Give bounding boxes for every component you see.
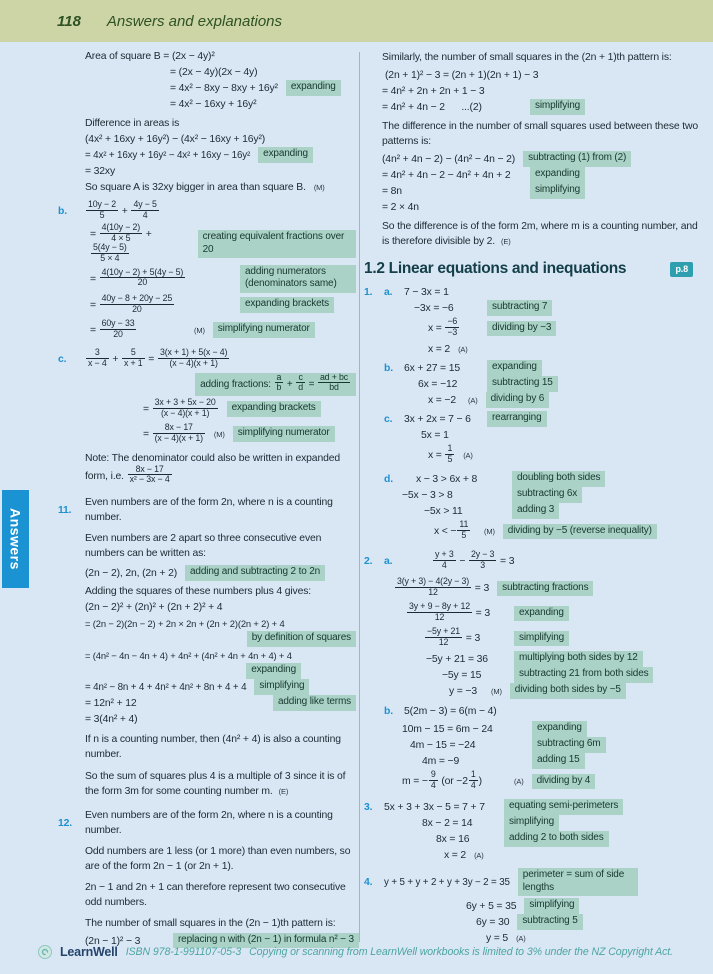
left-column [58,48,356,948]
math-expression: = 3(4n² + 4) [85,713,138,725]
answer-line [58,372,356,397]
math-expression: = $\frac{4(10y - 2) + 5(4y - 5)}{20}$ [90,266,184,288]
fraction: $\frac{40y - 8 + 20y - 25}{20}$ [101,293,173,314]
answer-line [364,683,707,699]
answer-line [364,737,707,753]
item-label: 3. [364,801,373,813]
method-tag: subtracting 6m [532,737,606,753]
math-expression: 3x + 2x = 7 − 6 [404,413,471,425]
method-tag: dividing by 6 [486,392,550,408]
method-tag: creating equivalent fractions over 20 [198,230,356,258]
answer-line [364,914,707,930]
method-tag: adding 2 to both sides [504,831,609,847]
math-expression: $\frac{3}{x - 4}$ + $\frac{5}{x + 1}$ = $\frac{3(x + 1) + 5(x - 4)}{(x - 4)(x + 1)}$ [88,347,228,368]
method-tag: expanding brackets [240,297,334,313]
math-expression: = $\frac{4(10y - 2)}{4 \times 5}$ + $\frac{5(4y - 5)}{5 \times 4}$ [90,222,155,264]
section-number: 1.2 [364,260,385,277]
method-tag: rearranging [487,411,547,427]
math-expression: 7 − 3x = 1 [404,286,449,298]
method-tag: simplifying [524,898,579,914]
math-expression: = 4n² − 8n + 4 + 4n² + 4n² + 8n + 4 + 4 [85,681,247,693]
item-label: c. [58,353,67,365]
answer-line [58,529,356,563]
fraction: $\frac{5}{x + 1}$ [123,347,143,368]
method-tag: expanding [246,663,301,679]
achievement-marker: (A) [516,933,526,943]
fraction: $\frac{y + 3}{4}$ [435,549,454,570]
right-column-top [364,48,707,251]
answer-line [58,163,356,179]
answer-line [58,583,356,599]
answer-line [58,599,356,615]
math-expression: x = −2 [428,394,456,406]
answer-line [58,878,356,912]
item-label: 4. [364,876,373,888]
sub-item-label: d. [384,473,393,485]
answers-tab-label: Answers [7,508,24,570]
method-tag: expanding [530,167,585,183]
fraction: $\frac{3y + 9 - 8y + 12}{12}$ [409,601,470,622]
item-label: 1. [364,286,373,298]
answer-line [58,631,356,647]
achievement-marker: (M) [491,686,502,696]
math-expression: 4m − 15 = −24 [410,739,476,751]
answer-line [58,711,356,727]
method-tag: subtracting fractions [497,581,593,597]
math-expression: (2n + 1)² − 3 = (2n + 1)(2n + 1) − 3 [385,69,539,81]
achievement-marker: (A) [463,451,473,460]
math-expression: 2n − 1 and 2n + 1 can therefore represent two consecutive odd numbers. [85,882,349,909]
method-tag: adding 3 [512,503,559,519]
method-tag: replacing n with (2n − 1) in formula n² − 3 [173,933,359,948]
answer-line [58,96,356,112]
answer-line [364,753,707,769]
math-expression: = 8n [382,185,402,197]
method-tag: expanding [514,606,569,622]
answer-line [58,422,356,447]
sub-item-label: b. [384,705,393,717]
fraction: $\frac{10y - 2}{5}$ [88,199,117,220]
fraction: $\frac{-5y + 21}{12}$ [427,626,461,647]
math-expression: = 4x² − 16xy + 16y² [170,98,257,110]
math-expression: $\frac{3(y + 3) - 4(2y - 3)}{12}$ = 3 [397,576,490,597]
fraction: $\frac{3x + 3 + 5x - 20}{(x - 4)(x + 1)}$ [154,397,216,418]
achievement-marker: (M) [194,325,205,335]
math-expression: 5(2m − 3) = 6(m − 4) [404,705,497,717]
answer-line [364,376,707,392]
answer-line [382,48,707,67]
achievement-marker: (A) [458,344,468,354]
math-expression: $\frac{3y + 9 - 8y + 12}{12}$ = 3 [409,601,490,622]
method-tag: simplifying [504,815,559,831]
answer-line [58,131,356,147]
right-column [362,48,707,948]
math-expression: Even numbers are 2 apart so three consecutive even numbers can be written as: [85,533,324,560]
answer-line [58,663,356,679]
answer-line [58,615,356,631]
math-expression: So the difference is of the form 2m, where m is a counting number, and is therefore divisible by 2. [382,221,701,247]
sub-item-label: a. [384,556,393,567]
fraction: $\frac{1}{5}$ [447,443,453,464]
answer-line [364,487,707,503]
answer-line [364,601,707,626]
math-expression: 4m = −9 [422,755,460,767]
answer-line [382,83,707,99]
achievement-marker: (A) [468,395,478,405]
answer-line [58,199,356,224]
right-column-bottom [364,284,707,946]
answer-line [382,217,707,251]
math-expression: Difference in areas is [85,117,180,129]
achievement-marker: (A) [514,777,524,786]
fraction: $\frac{c}{d}$ [298,371,303,393]
fraction: $\frac{3(x + 1) + 5(x - 4)}{(x - 4)(x + 1)}$ [159,347,228,368]
math-expression: = 4x² + 16xy + 16y² − 4x² + 16xy − 16y² [85,149,251,161]
answer-line [58,80,356,96]
answer-line [364,651,707,667]
section-title: Linear equations and inequations [388,260,627,277]
answer-line [364,284,707,300]
answer-line [58,179,356,195]
math-expression: $\frac{y + 3}{4}$ − $\frac{2y - 3}{3}$ = 3 [435,549,515,570]
answer-line [364,868,707,896]
column-divider [359,52,360,942]
math-expression: The difference in the number of small squares used between these two patterns is: [382,121,701,147]
method-tag: subtracting 6x [512,487,582,503]
fraction: $\frac{9}{4}$ [430,769,436,790]
math-expression: 6y = 30 [476,916,510,928]
math-expression: = $\frac{3x + 3 + 5x - 20}{(x - 4)(x + 1)}$ [143,397,216,418]
answer-line [58,730,356,764]
method-tag: simplifying [530,183,585,199]
method-tag: adding like terms [273,695,356,711]
answer-line [58,767,356,801]
math-expression: 8x = 16 [436,833,470,845]
answer-line [58,48,356,64]
answer-line [58,224,356,265]
fraction: $\frac{4(10y - 2)}{4 \times 5}$ [101,222,141,243]
math-expression: If n is a counting number, then (4n² + 4) is also a counting number. [85,734,344,761]
answer-line [58,347,356,372]
answer-line [364,392,707,408]
method-tag: expanding [258,147,313,163]
math-expression: y = −3 [449,685,477,697]
math-expression: The number of small squares in the (2n − 1)th pattern is: [85,918,336,930]
math-expression: Even numbers are of the form 2n, where n is a counting number. [85,810,336,837]
method-tag: multiplying both sides by 12 [514,651,643,667]
answer-line [58,647,356,663]
fraction: $\frac{2y - 3}{3}$ [470,549,495,570]
answer-line [364,815,707,831]
answers-side-tab [2,490,29,588]
answer-line [382,67,707,83]
answer-line [58,293,356,318]
answer-line [58,493,356,527]
answer-line [364,799,707,815]
math-expression: 5x + 3 + 3x − 5 = 7 + 7 [384,801,485,813]
answer-line [364,703,707,719]
answer-line [58,265,356,293]
math-expression: Note: The denominator could also be written in expanded form, i.e. $\frac{8x - 17}{\text{x² − 3x − 4}}$ [85,452,343,485]
learnwell-logo-icon [38,945,52,959]
answer-line [364,427,707,443]
math-expression: $\frac{10y - 2}{5}$ + $\frac{4y - 5}{4}$ [88,199,157,220]
achievement-marker: (E) [278,787,289,797]
math-expression: x = $\frac{1}{5}$ [428,443,453,464]
math-expression: −5y = 15 [442,669,482,681]
fraction: $\frac{-6}{-3}$ [447,316,458,337]
math-expression: So the sum of squares plus 4 is a multiple of 3 since it is of the form 3m for some counting number m. [85,771,349,798]
fraction: $\frac{4y - 5}{4}$ [133,199,157,220]
answer-line [364,360,707,376]
answer-line [58,806,356,840]
math-expression: Area of square B = (2x − 4y)² [85,50,215,62]
answer-line [58,318,356,343]
method-tag: subtracting 7 [487,300,552,316]
math-expression: x = 2 [428,343,451,355]
math-expression: Even numbers are of the form 2n, where n is a counting number. [85,497,336,524]
method-tag: subtracting 21 from both sides [514,667,653,683]
method-tag: simplifying [254,679,309,695]
answer-line [364,341,707,357]
math-expression: (2n − 1)² − 3 [85,935,141,947]
math-expression: 6x + 27 = 15 [404,362,460,374]
method-tag: dividing by −5 (reverse inequality) [503,524,657,540]
math-expression: 6y + 5 = 35 [466,900,517,912]
fraction: $\frac{8x - 17}{(x - 4)(x + 1)}$ [154,422,203,443]
math-expression: = 32xy [85,165,116,177]
achievement-marker: (A) [474,850,484,860]
math-expression: = 12n² + 12 [85,697,137,709]
item-label: 12. [58,817,72,829]
math-expression: x − 3 > 6x + 8 [416,473,478,485]
math-expression: x < − $\frac{11}{5}$ [434,519,469,540]
method-tag: expanding [532,721,587,737]
answer-line [382,199,707,215]
math-expression: Adding the squares of these numbers plus 4 gives: [85,585,312,597]
page-header [0,0,713,42]
math-expression: (4x² + 16xy + 16y²) − (4x² − 16xy + 16y²) [85,133,266,145]
method-tag: expanding brackets [227,401,321,417]
answer-line [364,576,707,601]
answer-line [364,847,707,863]
page-footer [0,941,713,963]
answer-line [364,898,707,914]
method-tag: expanding [487,360,542,376]
answer-line [382,117,707,151]
math-expression: So square A is 32xy bigger in area than square B. [85,181,306,193]
section-heading [364,260,707,278]
achievement-marker: (M) [313,182,325,192]
answer-line [382,183,707,199]
method-tag: dividing both sides by −5 [510,683,626,699]
answer-line [58,147,356,163]
answer-line [364,519,707,544]
method-tag: simplifying [514,631,569,647]
page-ref-badge: p.8 [670,262,693,277]
item-label: 2. [364,556,373,567]
method-tag: adding fractions: $\frac{a}{b}$ + $\frac{c}{d}$ = $\frac{ad + bc}{bd}$ [195,373,356,396]
item-label: 11. [58,504,72,516]
fraction: $\frac{3}{x - 4}$ [88,347,107,368]
fraction: $\frac{a}{b}$ [276,371,282,393]
math-expression: Similarly, the number of small squares in the (2n + 1)th pattern is: [382,52,672,63]
math-expression: 6x = −12 [418,378,458,390]
method-tag: equating semi-perimeters [504,799,623,815]
math-expression: m = − $\frac{9}{4}$ (or −2 $\frac{1}{4}$ ) [402,769,482,790]
math-expression: (4n² + 4n − 2) − (4n² − 4n − 2) [382,153,516,165]
math-expression: −5x > 11 [424,505,463,517]
math-expression: = 4n² + 2n + 2n + 1 − 3 [382,85,485,97]
answer-line [58,679,356,695]
answer-line [58,449,356,488]
math-expression: 5x = 1 [421,429,449,441]
answer-line [382,167,707,183]
page-number: 118 [57,12,81,30]
item-label: b. [58,206,67,217]
answer-line [58,115,356,131]
answer-line [364,721,707,737]
math-expression: = 4x² − 8xy − 8xy + 16y² [170,82,278,94]
sub-item-label: c. [384,413,393,425]
math-expression: 10m − 15 = 6m − 24 [402,723,493,735]
math-expression: = $\frac{8x - 17}{(x - 4)(x + 1)}$ [143,422,203,443]
math-expression: (2n − 2), 2n, (2n + 2) [85,567,178,579]
isbn-text: ISBN 978-1-991107-05-3 [125,946,242,958]
sub-item-label: a. [384,286,393,298]
math-expression: (2n − 2)² + (2n)² + (2n + 2)² + 4 [85,601,223,613]
answer-line [364,549,707,574]
method-tag: adding numerators (denominators same) [240,265,356,293]
answer-line [364,316,707,341]
answer-line [364,769,707,794]
math-expression: 8x − 2 = 14 [422,817,473,829]
method-tag: dividing by 4 [532,774,596,790]
method-tag: simplifying numerator [213,322,315,338]
answer-line [382,99,707,115]
method-tag: subtracting 15 [487,376,558,392]
math-expression: y = 5 [486,932,509,944]
math-expression: x = $\frac{-6}{-3}$ [428,316,458,337]
math-expression: = (2x − 4y)(2x − 4y) [170,66,258,78]
fraction: $\frac{8x - 17}{\text{x² − 3x − 4}}$ [129,463,170,485]
math-expression: = 2 × 4n [382,201,419,213]
answer-line [58,565,356,581]
answer-line [364,471,707,487]
sub-item-label: b. [384,362,393,374]
fraction: $\frac{ad + bc}{bd}$ [319,371,348,393]
answer-line [364,667,707,683]
answer-line [364,503,707,519]
answer-line [58,64,356,80]
fraction: $\frac{1}{4}$ [470,769,476,790]
math-expression: −5y + 21 = 36 [426,653,488,665]
answer-line [364,411,707,427]
fraction: $\frac{11}{5}$ [459,519,469,540]
math-expression: Odd numbers are 1 less (or 1 more) than even numbers, so are of the form 2n − 1 (or 2n + 1). [85,846,354,873]
answer-line [58,397,356,422]
method-tag: by definition of squares [247,631,356,647]
math-expression: = 4n² + 4n − 2 − 4n² + 4n + 2 [382,169,511,181]
method-tag: doubling both sides [512,471,605,487]
math-expression: y + 5 + y + 2 + y + 3y − 2 = 35 [384,876,510,888]
fraction: $\frac{3(y + 3) - 4(2y - 3)}{12}$ [397,576,470,597]
answer-line [58,695,356,711]
math-expression: $\frac{-5y + 21}{12}$ = 3 [427,626,481,647]
method-tag: expanding [286,80,341,96]
answer-line [364,300,707,316]
method-tag: adding and subtracting 2 to 2n [185,565,325,581]
math-expression: = $\frac{40y - 8 + 20y - 25}{20}$ [90,293,173,314]
brand-name: LearnWell [60,945,118,959]
page-title: Answers and explanations [106,12,283,30]
math-expression: = 4n² + 4n − 2 ...(2) [382,101,482,113]
math-expression: x = 2 [444,849,467,861]
method-tag: simplifying numerator [233,426,335,442]
math-expression: = (2n − 2)(2n − 2) + 2n × 2n + (2n + 2)(2n + 2) + 4 [85,617,285,629]
achievement-marker: (M) [484,527,495,536]
fraction: $\frac{4(10y - 2) + 5(4y - 5)}{20}$ [101,266,184,288]
page-content [58,48,707,948]
answer-line [364,626,707,651]
method-tag: subtracting 5 [517,914,582,930]
answer-line [364,443,707,468]
section-heading-text [364,260,626,278]
method-tag: simplifying [530,99,585,115]
method-tag: adding 15 [532,753,585,769]
answer-line [364,831,707,847]
answer-line [382,151,707,167]
achievement-marker: (M) [213,429,225,439]
answer-line [58,914,356,933]
fraction: $\frac{60y - 33}{20}$ [101,318,135,339]
achievement-marker: (E) [501,237,511,246]
math-expression: −3x = −6 [414,302,454,314]
method-tag: perimeter = sum of side lengths [518,868,638,896]
method-tag: dividing by −3 [487,321,556,337]
math-expression: = (4n² − 4n − 4n + 4) + 4n² + (4n² + 4n + 4n + 4) + 4 [85,649,292,661]
math-expression: = $\frac{60y - 33}{20}$ [90,318,135,339]
answer-line [58,842,356,876]
method-tag: subtracting (1) from (2) [523,151,631,167]
math-expression: −5x − 3 > 8 [402,489,453,501]
fraction: $\frac{5(4y - 5)}{5 \times 4}$ [93,242,127,264]
copyright-text: Copying or scanning from LearnWell workbooks is limited to 3% under the NZ Copyright Act. [249,946,673,958]
